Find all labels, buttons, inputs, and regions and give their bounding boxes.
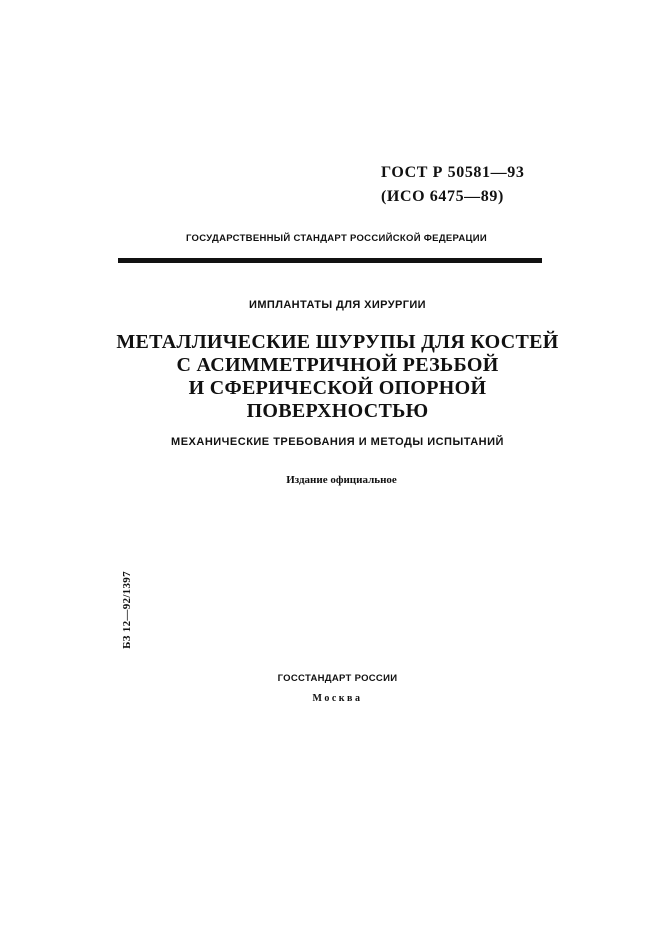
title-line: ПОВЕРХНОСТЬЮ bbox=[246, 400, 429, 422]
main-title bbox=[0, 331, 661, 423]
city: Москва bbox=[312, 693, 363, 704]
side-code-text: БЗ 12—92/1397 bbox=[121, 571, 133, 649]
subject-line: ИМПЛАНТАТЫ ДЛЯ ХИРУРГИИ bbox=[249, 299, 426, 311]
standard-number: ГОСТ Р 50581—93 bbox=[381, 164, 525, 181]
header-rule bbox=[118, 258, 542, 263]
side-code bbox=[116, 550, 138, 670]
subtitle: МЕХАНИЧЕСКИЕ ТРЕБОВАНИЯ И МЕТОДЫ ИСПЫТАНИЙ bbox=[171, 436, 504, 448]
iso-number: (ИСО 6475—89) bbox=[381, 188, 504, 205]
edition-note: Издание официальное bbox=[286, 474, 397, 486]
publisher: ГОССТАНДАРТ РОССИИ bbox=[277, 673, 398, 684]
title-line: С АСИММЕТРИЧНОЙ РЕЗЬБОЙ bbox=[176, 354, 499, 376]
title-line: МЕТАЛЛИЧЕСКИЕ ШУРУПЫ ДЛЯ КОСТЕЙ bbox=[116, 331, 559, 353]
organization-line: ГОСУДАРСТВЕННЫЙ СТАНДАРТ РОССИЙСКОЙ ФЕДЕРАЦИИ bbox=[186, 233, 487, 244]
title-line: И СФЕРИЧЕСКОЙ ОПОРНОЙ bbox=[188, 377, 487, 399]
